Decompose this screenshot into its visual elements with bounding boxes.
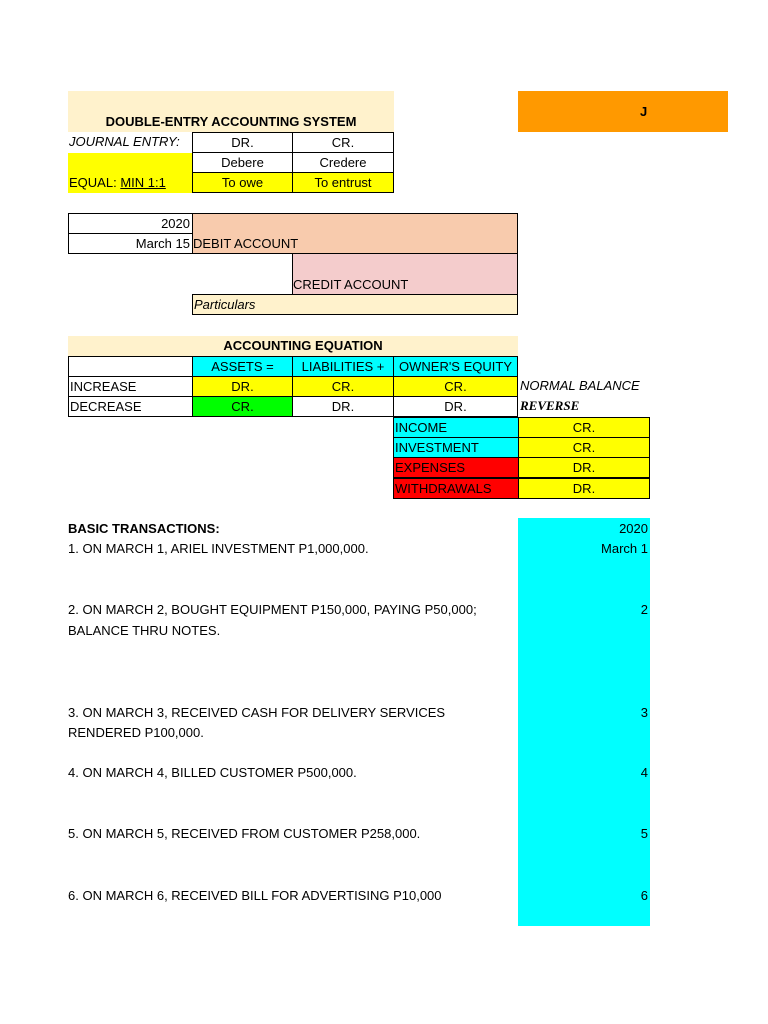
equal-label: EQUAL:	[69, 175, 117, 190]
transaction-2-date: 2	[640, 602, 648, 617]
debit-account-label: DEBIT ACCOUNT	[193, 236, 299, 251]
liabilities-header: LIABILITIES +	[292, 356, 394, 377]
journal-cr: CR.	[292, 132, 394, 153]
debit-account-cell	[192, 213, 518, 254]
transaction-4-line-1: 4. ON MARCH 4, BILLED CUSTOMER P500,000.	[68, 765, 357, 780]
equity-header: OWNER'S EQUITY	[393, 356, 518, 377]
transaction-6-line-1: 6. ON MARCH 6, RECEIVED BILL FOR ADVERTISING P10,000	[68, 888, 442, 903]
transaction-3-line-2: RENDERED P100,000.	[68, 725, 204, 740]
transactions-title: BASIC TRANSACTIONS:	[68, 521, 220, 536]
journal-dr: DR.	[192, 132, 293, 153]
sub-income-value: CR.	[518, 417, 650, 438]
sub-expenses-name: EXPENSES	[393, 457, 519, 478]
decrease-liabilities: DR.	[292, 396, 394, 417]
equal-value: MIN 1:1	[120, 175, 166, 190]
sub-investment-value: CR.	[518, 437, 650, 458]
transaction-6-date: 6	[640, 888, 648, 903]
transaction-4-date: 4	[640, 765, 648, 780]
transaction-2-line-1: 2. ON MARCH 2, BOUGHT EQUIPMENT P150,000, PAYING P50,000;	[68, 602, 477, 617]
equation-header-blank	[68, 356, 193, 377]
journal-entry-label: JOURNAL ENTRY:	[69, 134, 180, 149]
decrease-equity: DR.	[393, 396, 518, 417]
increase-label: INCREASE	[68, 376, 193, 397]
sub-withdrawals-name: WITHDRAWALS	[393, 478, 519, 499]
transactions-year: 2020	[619, 521, 648, 536]
journal-dr-latin: Debere	[192, 152, 293, 173]
journal-cr-meaning: To entrust	[292, 172, 394, 193]
format-year: 2020	[68, 213, 193, 234]
increase-equity: CR.	[393, 376, 518, 397]
reverse-label: REVERSE	[520, 398, 580, 413]
double-entry-title-cell	[68, 91, 394, 132]
journal-cr-latin: Credere	[292, 152, 394, 173]
orange-banner	[518, 91, 728, 132]
sub-income-name: INCOME	[393, 417, 519, 438]
transaction-5-date: 5	[640, 826, 648, 841]
journal-dr-meaning: To owe	[192, 172, 293, 193]
transaction-2-line-2: BALANCE THRU NOTES.	[68, 623, 221, 638]
sub-expenses-value: DR.	[518, 457, 650, 478]
assets-header: ASSETS =	[192, 356, 293, 377]
equal-label-cell	[68, 153, 192, 193]
credit-account-label: CREDIT ACCOUNT	[293, 277, 409, 292]
normal-balance-label: NORMAL BALANCE	[520, 378, 640, 393]
transaction-1-line-1: 1. ON MARCH 1, ARIEL INVESTMENT P1,000,000.	[68, 541, 369, 556]
transaction-3-date: 3	[640, 705, 648, 720]
equation-title: ACCOUNTING EQUATION	[68, 336, 518, 356]
decrease-label: DECREASE	[68, 396, 193, 417]
sub-withdrawals-value: DR.	[518, 478, 650, 499]
decrease-assets: CR.	[192, 396, 293, 417]
double-entry-title: DOUBLE-ENTRY ACCOUNTING SYSTEM	[105, 114, 357, 129]
transaction-3-line-1: 3. ON MARCH 3, RECEIVED CASH FOR DELIVERY SERVICES	[68, 705, 446, 720]
increase-liabilities: CR.	[292, 376, 394, 397]
increase-assets: DR.	[192, 376, 293, 397]
format-date: March 15	[68, 233, 193, 254]
transaction-5-line-1: 5. ON MARCH 5, RECEIVED FROM CUSTOMER P258,000.	[68, 826, 421, 841]
transaction-1-date: March 1	[601, 541, 648, 556]
banner-text: J	[640, 104, 648, 119]
particulars-cell: Particulars	[192, 294, 518, 315]
sub-investment-name: INVESTMENT	[393, 437, 519, 458]
credit-account-cell	[292, 253, 518, 295]
